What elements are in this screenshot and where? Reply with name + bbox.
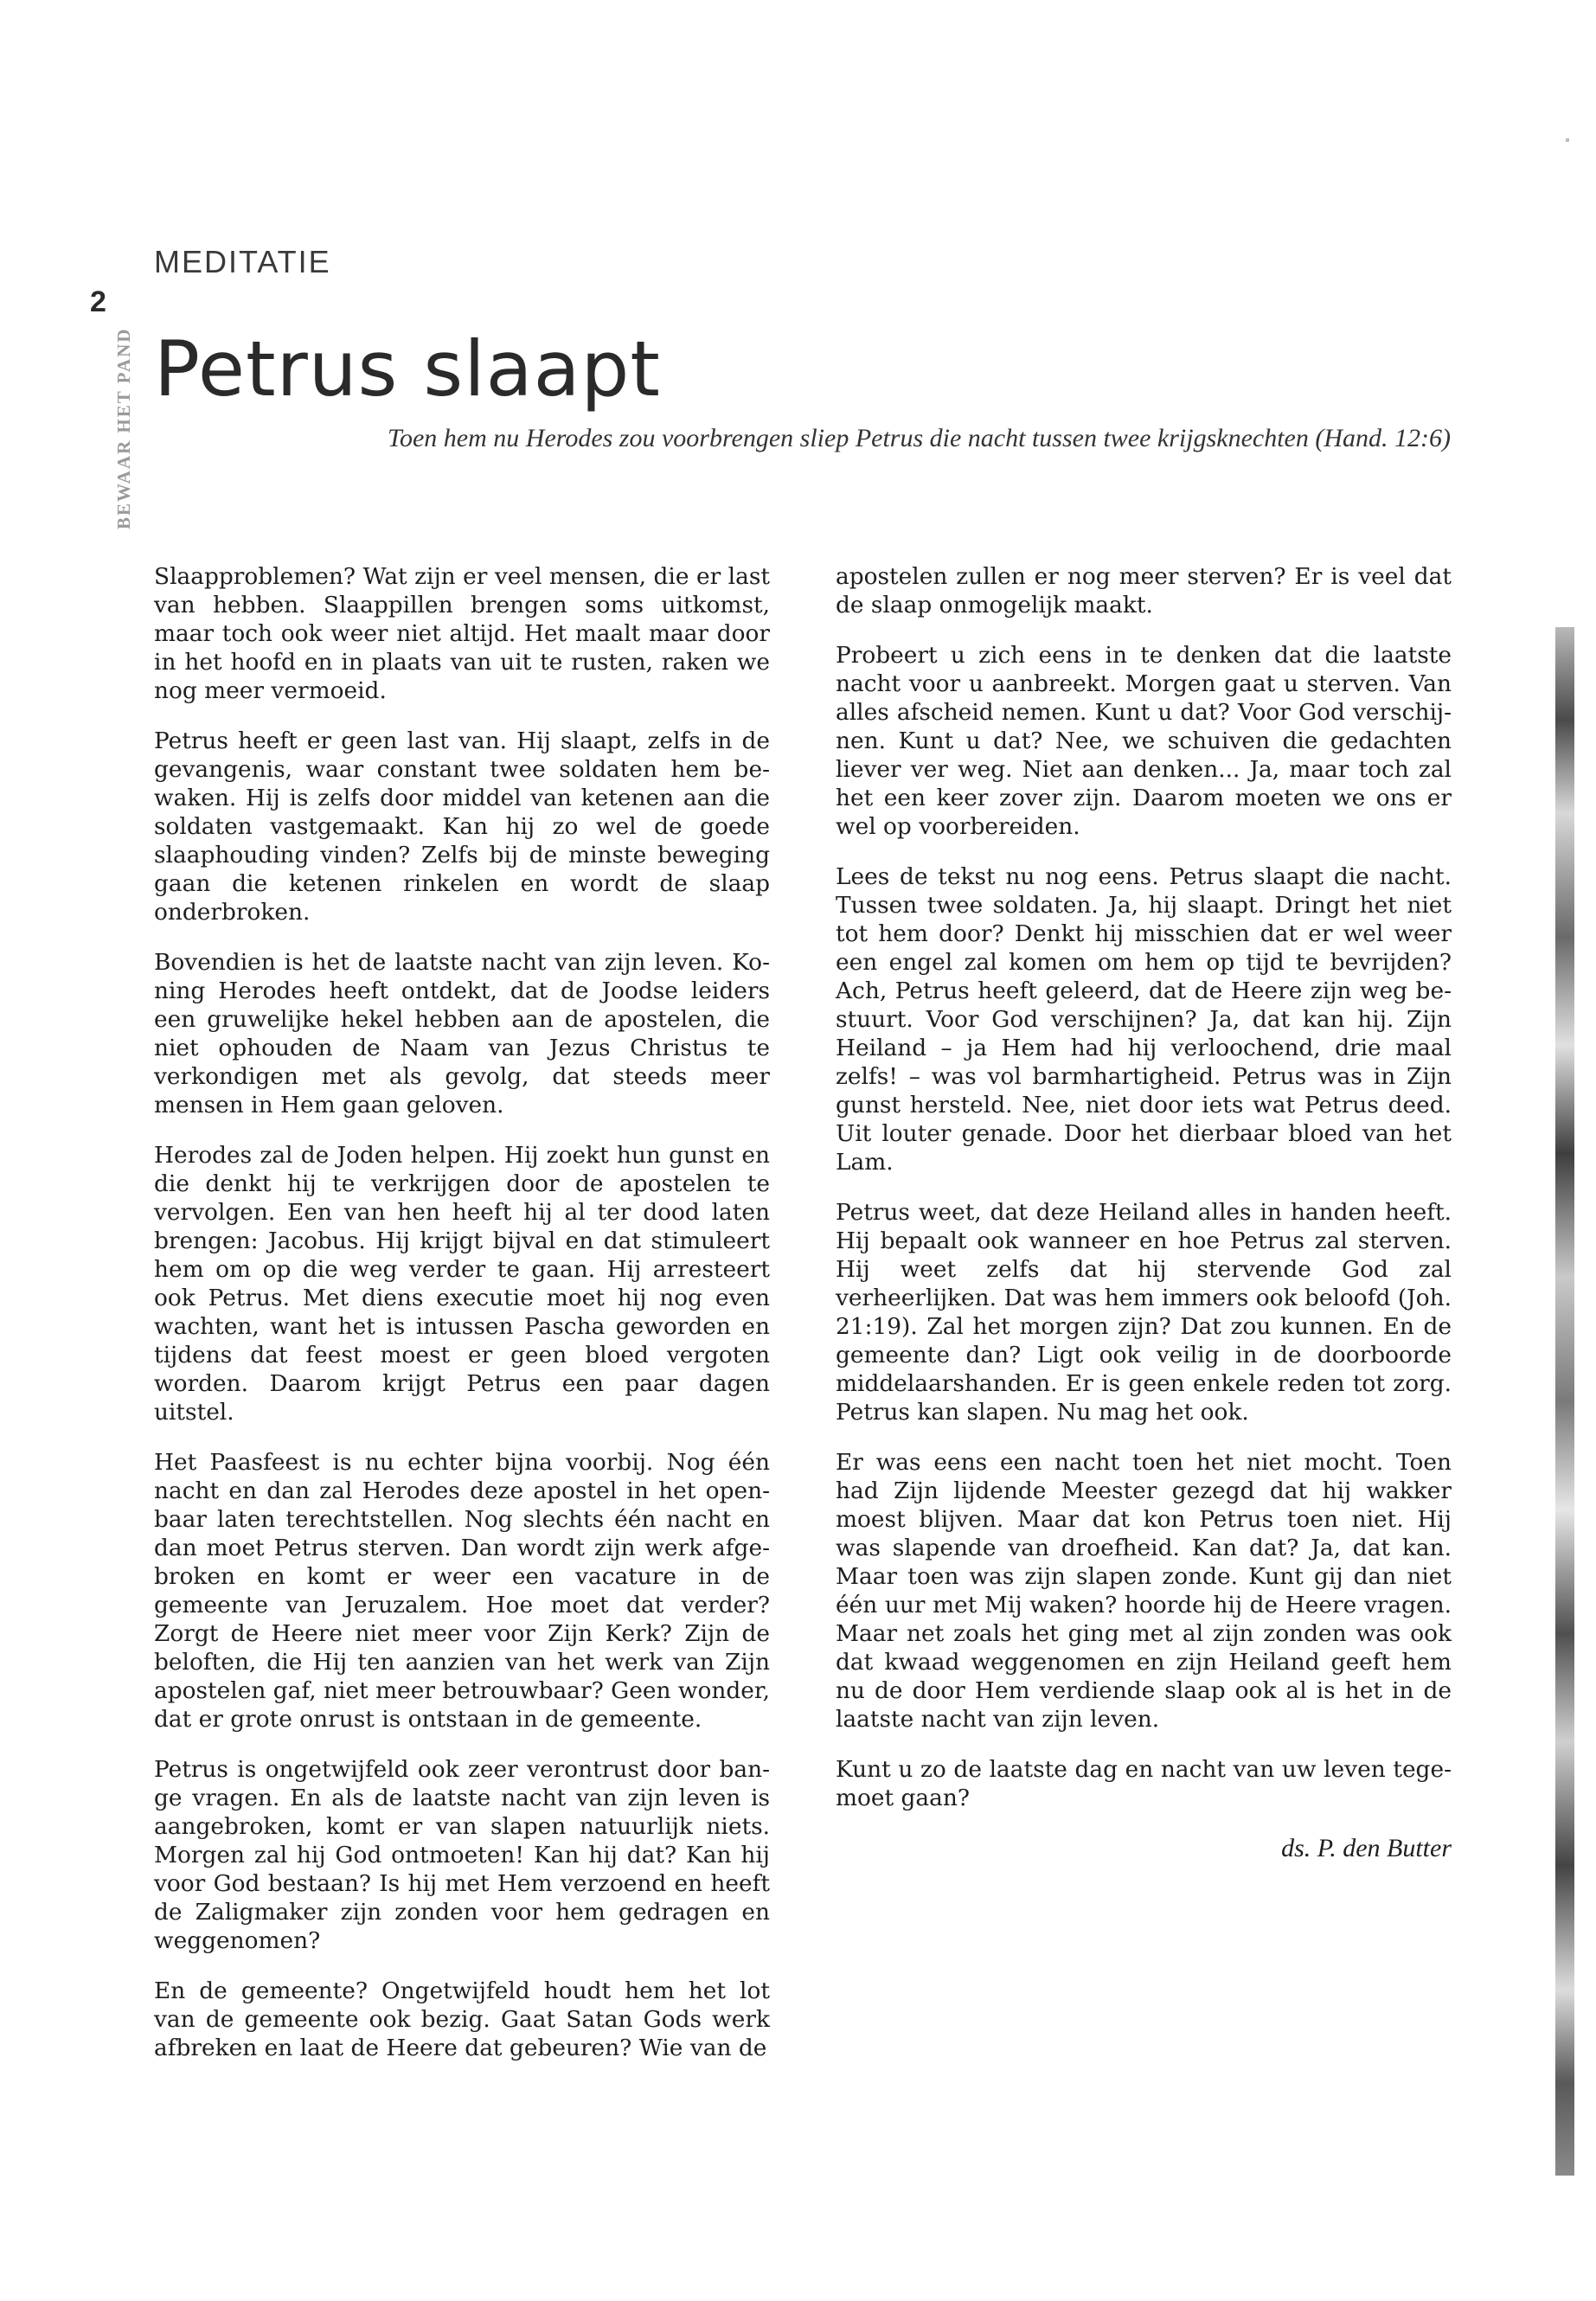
left-column — [154, 562, 770, 2084]
paragraph: Herodes zal de Joden helpen. Hij zoekt hun gunst en die denkt hij te verkrijgen door de apostelen te vervolgen. Een van hen heeft hij al ter dood laten brengen: Jacobus. Hij krijgt bijval en dat stimuleert hem om op die weg verder te gaan. Hij arresteert ook Petrus. Met diens executie moet hij nog even wachten, want het is intussen Pascha geworden en tijdens dat feest moest er geen bloed vergoten worden. Daarom krijgt Petrus een paar dagen uitstel. — [154, 1142, 770, 1426]
paragraph: Bovendien is het de laatste nacht van zijn leven. Koning Herodes heeft ontdekt, dat de Joodse leiders een gruwelijke hekel hebben aan de apostelen, die niet ophouden de Naam van Jezus Christus te verkondigen met als gevolg, dat steeds meer mensen in Hem gaan geloven. — [154, 949, 770, 1118]
paragraph: Er was eens een nacht toen het niet mocht. Toen had Zijn lijdende Meester gezegd dat hij wakker moest blijven. Maar dat kon Petrus toen niet. Hij was slapende van droefheid. Kan dat? Ja, dat kan. Maar toen was zijn slapen zonde. Kunt gij dan niet één uur met Mij waken? hoorde hij de Heere vragen. Maar net zoals het ging met al zijn zonden was ook dat kwaad weggenomen en zijn Heiland geeft hem nu de door Hem verdiende slaap ook al is het in de laatste nacht van zijn leven. — [836, 1449, 1452, 1733]
edge-photo-strip — [1555, 627, 1574, 2176]
paragraph: apostelen zullen er nog meer sterven? Er is veel dat de slaap onmogelijk maakt. — [836, 563, 1452, 619]
epigraph: Toen hem nu Herodes zou voorbrengen sliep Petrus die nacht tussen twee krijgsknechten (Hand. 12:6) — [388, 424, 1451, 452]
paragraph: Het Paasfeest is nu echter bijna voorbij. Nog één nacht en dan zal Herodes deze apostel in het openbaar laten terechtstellen. Nog slechts één nacht en dan moet Petrus sterven. Dan wordt zijn werk afgebroken en komt er weer een vacature in de gemeente van Jeruzalem. Hoe moet dat verder? Zorgt de Heere niet meer voor Zijn Kerk? Zijn de beloften, die Hij ten aanzien van het werk van Zijn apostelen gaf, niet meer betrouwbaar? Geen wonder, dat er grote onrust is ontstaan in de gemeente. — [154, 1449, 770, 1733]
paragraph: Slaapproblemen? Wat zijn er veel mensen, die er last van hebben. Slaappillen brengen soms uitkomst, maar toch ook weer niet altijd. Het maalt maar door in het hoofd en in plaats van uit te rusten, raken we nog meer vermoeid. — [154, 563, 770, 704]
section-label: MEDITATIE — [154, 244, 331, 279]
right-column — [836, 562, 1452, 1884]
page-number: 2 — [90, 285, 106, 318]
paragraph: Probeert u zich eens in te denken dat die laatste nacht voor u aanbreekt. Morgen gaat u sterven. Van alles afscheid nemen. Kunt u dat? Voor God verschijnen. Kunt u dat? Nee, we schuiven die gedachten liever ver weg. Niet aan denken... Ja, maar toch zal het een keer zover zijn. Daarom moeten we ons er wel op voorbereiden. — [836, 642, 1452, 840]
paragraph: Kunt u zo de laatste dag en nacht van uw leven tegemoet gaan? — [836, 1756, 1452, 1811]
running-head: BEWAAR HET PAND — [113, 327, 134, 529]
paragraph: Petrus is ongetwijfeld ook zeer verontrust door bange vragen. En als de laatste nacht van zijn leven is aangebroken, komt er van slapen natuurlijk niets. Morgen zal hij God ontmoeten! Kan hij dat? Kan hij voor God bestaan? Is hij met Hem verzoend en heeft de Zaligmaker zijn zonden voor hem gedragen en weggenomen? — [154, 1756, 770, 1954]
author-signature: ds. P. den Butter — [1281, 1834, 1452, 1862]
article-title: Petrus slaapt — [154, 324, 661, 413]
paragraph: En de gemeente? Ongetwijfeld houdt hem het lot van de gemeente ook bezig. Gaat Satan Gods werk afbreken en laat de Heere dat gebeuren? Wie van de — [154, 1977, 770, 2061]
paragraph: Petrus weet, dat deze Heiland alles in handen heeft. Hij bepaalt ook wanneer en hoe Petrus zal sterven. Hij weet zelfs dat hij stervende God zal verheerlijken. Dat was hem immers ook beloofd (Joh. 21:19). Zal het morgen zijn? Dat zou kunnen. En de gemeente dan? Ligt ook veilig in de doorboorde middelaarshanden. Er is geen enkele reden tot zorg. Petrus kan slapen. Nu mag het ook. — [836, 1199, 1452, 1426]
edge-mark — [1566, 138, 1569, 142]
paragraph: Lees de tekst nu nog eens. Petrus slaapt die nacht. Tussen twee soldaten. Ja, hij slaapt. Dringt het niet tot hem door? Denkt hij misschien dat er wel weer een engel zal komen om hem op tijd te bevrijden? Ach, Petrus heeft geleerd, dat de Heere zijn weg bestuurt. Voor God verschijnen? Ja, dat kan hij. Zijn Heiland – ja Hem had hij verloochend, drie maal zelfs! – was vol barmhartigheid. Petrus was in Zijn gunst hersteld. Nee, niet door iets wat Petrus deed. Uit louter genade. Door het dierbaar bloed van het Lam. — [836, 863, 1452, 1176]
paragraph: Petrus heeft er geen last van. Hij slaapt, zelfs in de gevangenis, waar constant twee soldaten hem bewaken. Hij is zelfs door middel van ketenen aan die soldaten vastgemaakt. Kan hij zo wel de goede slaaphouding vinden? Zelfs bij de minste beweging gaan die ketenen rinkelen en wordt de slaap onderbroken. — [154, 727, 770, 926]
